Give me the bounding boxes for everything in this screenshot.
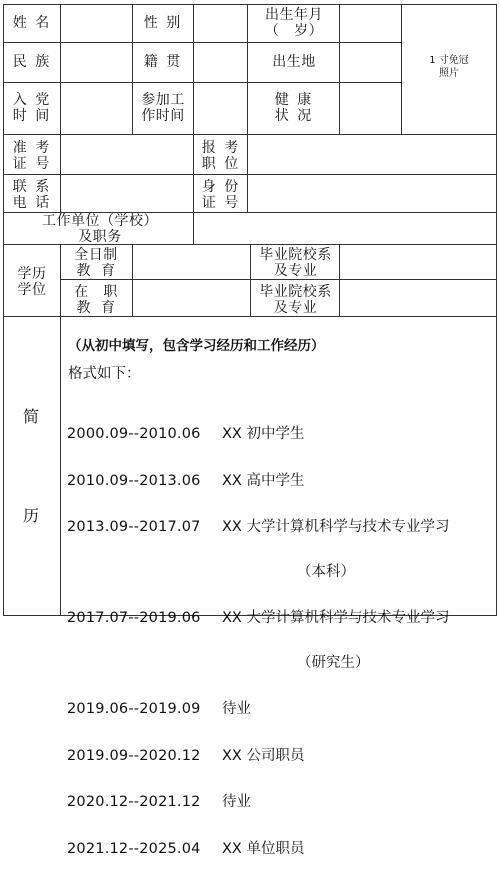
label-parttime-education: 在 职 教 育: [74, 284, 118, 316]
resume-entry-desc: 待业: [222, 794, 251, 810]
col-divider: [132, 4, 133, 134]
label-resume-second-char: 历: [22, 506, 41, 525]
resume-entry-desc: XX 公司职员: [222, 747, 305, 764]
resume-entry: [67, 749, 449, 765]
resume-format-note: 格式如下：: [68, 366, 141, 382]
resume-entry: [67, 427, 449, 443]
resume-entry: [67, 474, 449, 490]
label-gender: 性 别: [143, 15, 183, 31]
label-name: 姓 名: [12, 15, 52, 31]
label-id-number: 身 份 证 号: [201, 179, 241, 211]
resume-entry-date: 2020.12--2021.12: [67, 794, 201, 810]
row-divider: [3, 82, 401, 83]
resume-entry-date: 2021.12--2025.04: [67, 840, 201, 857]
resume-entry-desc: XX 大学计算机科学与技术专业学习: [222, 610, 450, 626]
col-divider: [339, 4, 340, 134]
resume-entry-date: 2013.09--2017.07: [67, 519, 201, 535]
resume-entry-date: 2000.09--2010.06: [67, 426, 201, 442]
resume-entry-date: 2019.09--2020.12: [67, 747, 201, 764]
label-graduate-school-parttime: 毕业院校系 及专业: [259, 284, 332, 316]
resume-entry-desc: 待业: [222, 701, 251, 717]
row-divider: [3, 42, 401, 43]
form-border-right: [496, 4, 497, 616]
label-health: 健 康 状 况: [274, 92, 314, 124]
col-divider: [132, 244, 133, 316]
resume-entry-desc: XX 大学计算机科学与技术专业学习: [222, 519, 450, 535]
label-birth-date: 出生年月 （ 岁）: [264, 7, 324, 39]
resume-entry-continuation: （研究生）: [297, 654, 370, 671]
resume-entry: [67, 842, 449, 858]
col-divider: [247, 134, 248, 212]
label-native-place: 籍 贯: [143, 54, 183, 70]
resume-entry-desc: XX 初中学生: [222, 426, 305, 442]
col-divider: [193, 4, 194, 134]
col-divider: [193, 134, 194, 244]
resume-entry-date: 2019.06--2019.09: [67, 701, 201, 717]
label-ethnicity: 民 族: [12, 54, 52, 70]
label-photo: 1 寸免冠 照片: [429, 55, 469, 79]
resume-entries: [67, 396, 449, 873]
resume-entry-date: 2010.09--2013.06: [67, 472, 201, 489]
col-divider: [247, 4, 248, 134]
label-graduate-school-fulltime: 毕业院校系 及专业: [259, 247, 332, 279]
resume-entry: [67, 702, 449, 718]
row-divider: [60, 279, 497, 280]
col-divider: [60, 244, 61, 615]
label-birthplace: 出生地: [272, 54, 316, 70]
label-education: 学历 学位: [17, 266, 47, 298]
resume-entry: [67, 611, 449, 627]
label-fulltime-education: 全日制 教 育: [74, 247, 118, 279]
resume-entry: [67, 520, 449, 536]
row-divider: [3, 134, 497, 135]
resume-entry-continuation: （本科）: [297, 563, 355, 580]
label-phone: 联 系 电 话: [12, 179, 52, 211]
resume-entry-desc: XX 高中学生: [222, 472, 305, 489]
form-border-left: [3, 4, 4, 616]
form-border-top: [3, 4, 497, 5]
resume-entry-date: 2017.07--2019.06: [67, 610, 201, 626]
label-work-start: 参加工 作时间: [141, 92, 185, 124]
col-divider: [60, 4, 61, 212]
label-resume-first-char: 简: [22, 407, 41, 426]
resume-entry-desc: XX 单位职员: [222, 840, 305, 857]
col-divider: [339, 244, 340, 316]
resume-entry: [67, 795, 449, 811]
resume-instruction: （从初中填写，包含学习经历和工作经历）: [68, 338, 325, 354]
label-employer: 工作单位（学校） 及职务: [42, 213, 158, 245]
label-exam-number: 准 考 证 号: [12, 140, 52, 172]
row-divider: [3, 174, 497, 175]
col-divider: [250, 244, 251, 316]
label-party-time: 入 党 时 间: [12, 92, 52, 124]
row-divider: [3, 316, 497, 317]
col-divider: [401, 4, 402, 134]
label-applied-post: 报 考 职 位: [201, 140, 241, 172]
